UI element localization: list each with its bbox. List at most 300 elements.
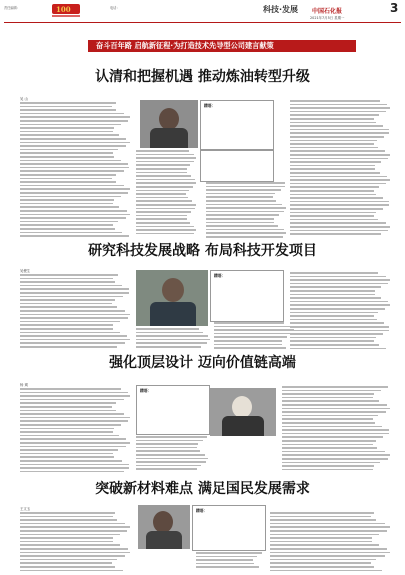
body-text-line: [20, 199, 114, 201]
body-text-line: [20, 537, 113, 539]
body-text-line: [206, 182, 285, 184]
body-text-line: [136, 204, 196, 206]
body-text-line: [290, 172, 380, 174]
body-text-line: [20, 188, 130, 190]
body-text-line: [206, 204, 282, 206]
body-text-line: [136, 154, 194, 156]
body-text-line: [20, 339, 130, 341]
body-text-line: [290, 125, 383, 127]
body-text-line: [20, 438, 126, 440]
body-text-line: [290, 301, 388, 303]
body-text-line: [290, 315, 374, 317]
body-text-line: [270, 523, 385, 525]
body-text-line: [282, 469, 373, 471]
body-text-line: [136, 328, 199, 330]
body-text-line: [136, 161, 194, 163]
body-text-line: [270, 544, 379, 546]
body-text-line: [290, 279, 390, 281]
body-text-line: [270, 555, 385, 557]
body-text-line: [206, 200, 276, 202]
body-text-line: [20, 346, 117, 348]
body-text-line: [270, 530, 387, 532]
body-text-line: [290, 330, 389, 332]
body-text-line: [20, 413, 124, 415]
body-text-line: [136, 190, 189, 192]
article-1-sidebar-b: [200, 150, 274, 182]
body-text-line: [20, 317, 128, 319]
body-text-line: [136, 222, 190, 224]
body-text-line: [290, 297, 381, 299]
body-text-line: [136, 465, 201, 467]
body-text-line: [20, 392, 128, 394]
banner: [88, 40, 356, 52]
body-text-line: [290, 212, 376, 214]
body-text-line: [20, 134, 119, 136]
body-text-line: [282, 462, 380, 464]
body-text-line: [20, 471, 124, 473]
body-text-line: [206, 189, 281, 191]
body-text-line: [290, 340, 374, 342]
body-text-line: [290, 215, 374, 217]
body-text-line: [206, 222, 274, 224]
body-text-line: [20, 328, 113, 330]
body-text-line: [290, 111, 386, 113]
article-2-author: 吴俊生: [20, 269, 31, 273]
body-text-line: [206, 211, 284, 213]
body-text-line: [20, 428, 114, 430]
body-text-line: [290, 201, 389, 203]
body-text-line: [214, 344, 282, 346]
body-text-line: [136, 168, 187, 170]
body-text-line: [290, 208, 383, 210]
body-text-line: [282, 397, 373, 399]
body-text-line: [20, 512, 115, 514]
body-text-line: [20, 178, 112, 180]
body-text-line: [136, 229, 196, 231]
body-text-line: [20, 120, 128, 122]
article-1-headline: 认清和把握机遇 推动炼油转型升级: [95, 69, 310, 85]
body-text-line: [136, 164, 190, 166]
body-text-line: [290, 286, 381, 288]
body-text-line: [20, 181, 116, 183]
body-text-line: [136, 346, 201, 348]
body-text-line: [282, 451, 385, 453]
body-text-line: [290, 179, 390, 181]
body-text-line: [282, 436, 383, 438]
body-text-line: [20, 530, 127, 532]
body-text-line: [20, 310, 125, 312]
body-text-line: [214, 336, 287, 338]
body-text-line: [20, 541, 113, 543]
body-text-line: [270, 519, 376, 521]
body-text-line: [206, 236, 283, 238]
masthead: 中国石化报: [312, 8, 343, 15]
body-text-line: [20, 548, 128, 550]
body-text-line: [136, 233, 194, 235]
sidebar-2-title: 精语：: [214, 273, 226, 278]
portrait-body: [150, 302, 196, 326]
portrait-head: [232, 396, 252, 418]
article-4-author: 王文玉: [20, 507, 31, 511]
body-text-line: [206, 193, 275, 195]
body-text-line: [290, 161, 381, 163]
banner-text: 奋斗百年路 启航新征程·为打造技术先导型公司建言献策: [96, 41, 274, 50]
body-text-line: [20, 526, 130, 528]
body-text-line: [20, 464, 129, 466]
body-text-line: [290, 190, 374, 192]
body-text-line: [20, 460, 122, 462]
body-text-line: [136, 179, 195, 181]
body-text-line: [136, 447, 197, 449]
body-text-line: [270, 526, 390, 528]
body-text-line: [206, 196, 273, 198]
body-text-line: [20, 292, 129, 294]
body-text-line: [290, 168, 375, 170]
body-text-line: [20, 131, 113, 133]
body-text-line: [206, 232, 286, 234]
header-rule: [4, 22, 401, 23]
body-text-line: [20, 274, 118, 276]
body-text-line: [20, 278, 113, 280]
article-4-headline: 突破新材料难点 满足国民发展需求: [95, 481, 310, 497]
body-text-line: [20, 388, 121, 390]
body-text-line: [206, 218, 274, 220]
body-text-line: [206, 225, 278, 227]
body-text-line: [20, 431, 113, 433]
body-text-line: [20, 214, 130, 216]
body-text-line: [136, 186, 193, 188]
body-text-line: [282, 408, 390, 410]
body-text-line: [136, 150, 189, 152]
article-2-headline: 研究科技发展战略 布局科技开发项目: [88, 243, 317, 259]
body-text-line: [20, 156, 114, 158]
body-text-line: [136, 440, 203, 442]
body-text-line: [270, 537, 372, 539]
body-text-line: [282, 426, 382, 428]
header-center-meta: 电话：: [110, 6, 120, 10]
body-text-line: [20, 221, 118, 223]
body-text-line: [290, 222, 386, 224]
body-text-line: [20, 402, 116, 404]
body-text-line: [20, 196, 121, 198]
body-text-line: [290, 230, 388, 232]
article-4-sidebar: [192, 505, 266, 551]
body-text-line: [282, 411, 386, 413]
article-3-headline: 强化顶层设计 迈向价值链高端: [109, 355, 296, 371]
body-text-line: [196, 566, 259, 568]
body-text-line: [290, 129, 389, 131]
portrait-body: [150, 128, 188, 148]
body-text-line: [290, 186, 379, 188]
body-text-line: [20, 324, 113, 326]
body-text-line: [20, 285, 122, 287]
body-text-line: [290, 154, 390, 156]
header-left-meta: 责任编辑：: [4, 6, 20, 10]
body-text-line: [20, 149, 118, 151]
body-text-line: [136, 211, 191, 213]
body-text-line: [270, 516, 371, 518]
body-text-line: [20, 516, 113, 518]
body-text-line: [20, 138, 126, 140]
body-text-line: [290, 233, 381, 235]
body-text-line: [20, 435, 119, 437]
body-text-line: [290, 322, 384, 324]
body-text-line: [20, 116, 130, 118]
body-text-line: [136, 450, 200, 452]
body-text-line: [136, 193, 186, 195]
body-text-line: [20, 534, 120, 536]
body-text-line: [290, 337, 376, 339]
body-text-line: [290, 276, 386, 278]
body-text-line: [20, 145, 126, 147]
centenary-logo: [52, 4, 80, 19]
body-text-line: [20, 399, 124, 401]
sidebar-4-title: 精语：: [196, 508, 208, 513]
body-text-line: [20, 523, 125, 525]
body-text-line: [136, 436, 207, 438]
body-text-line: [20, 303, 112, 305]
body-text-line: [20, 555, 125, 557]
body-text-line: [20, 332, 120, 334]
body-text-line: [290, 272, 378, 274]
body-text-line: [20, 106, 112, 108]
body-text-line: [20, 296, 123, 298]
body-text-line: [20, 163, 128, 165]
body-text-line: [290, 122, 376, 124]
body-text-line: [20, 185, 124, 187]
body-text-line: [206, 186, 285, 188]
body-text-line: [282, 440, 376, 442]
article-2-photo: [136, 270, 208, 326]
body-text-line: [20, 420, 128, 422]
body-text-line: [282, 454, 390, 456]
body-text-line: [20, 160, 121, 162]
body-text-line: [136, 468, 197, 470]
body-text-line: [20, 210, 127, 212]
body-text-line: [20, 167, 129, 169]
body-text-line: [282, 433, 389, 435]
body-text-line: [270, 548, 387, 550]
body-text-line: [214, 347, 286, 349]
article-3-photo: [210, 388, 276, 436]
body-text-line: [270, 534, 379, 536]
body-text-line: [282, 415, 378, 417]
article-4-photo: [138, 505, 190, 549]
sidebar-1-title: 精语：: [204, 103, 216, 108]
body-text-line: [196, 563, 254, 565]
body-text-line: [20, 570, 123, 572]
article-2-sidebar: [210, 270, 284, 322]
body-text-line: [290, 204, 389, 206]
body-text-line: [20, 228, 115, 230]
body-text-line: [20, 314, 130, 316]
body-text-line: [290, 226, 390, 228]
body-text-line: [20, 127, 114, 129]
body-text-line: [290, 290, 375, 292]
body-text-line: [20, 113, 124, 115]
article-3-sidebar: [136, 385, 210, 435]
article-1-photo: [140, 100, 198, 148]
body-text-line: [20, 562, 112, 564]
body-text-line: [214, 333, 293, 335]
body-text-line: [136, 332, 203, 334]
body-text-line: [20, 235, 129, 237]
body-text-line: [20, 203, 113, 205]
body-text-line: [282, 386, 388, 388]
body-text-line: [20, 192, 128, 194]
body-text-line: [136, 342, 207, 344]
body-text-line: [282, 444, 373, 446]
logo-number: 100: [56, 5, 71, 14]
body-text-line: [270, 512, 374, 514]
body-text-line: [136, 175, 191, 177]
body-text-line: [214, 322, 284, 324]
body-text-line: [20, 109, 116, 111]
body-text-line: [206, 214, 279, 216]
body-text-line: [290, 114, 379, 116]
body-text-line: [282, 404, 387, 406]
body-text-line: [282, 418, 373, 420]
body-text-line: [136, 454, 205, 456]
body-text-line: [136, 218, 187, 220]
body-text-line: [282, 447, 377, 449]
page-header: [0, 0, 405, 32]
body-text-line: [20, 519, 117, 521]
portrait-body: [146, 531, 182, 549]
body-text-line: [290, 140, 377, 142]
body-text-line: [290, 100, 380, 102]
body-text-line: [20, 544, 120, 546]
body-text-line: [20, 456, 114, 458]
body-text-line: [20, 406, 112, 408]
body-text-line: [136, 458, 208, 460]
body-text-line: [290, 150, 385, 152]
body-text-line: [20, 559, 117, 561]
body-text-line: [20, 453, 113, 455]
body-text-line: [20, 449, 118, 451]
body-text-line: [20, 288, 129, 290]
body-text-line: [290, 219, 378, 221]
body-text-line: [290, 283, 388, 285]
body-text-line: [20, 442, 130, 444]
body-text-line: [290, 344, 379, 346]
body-text-line: [290, 348, 386, 350]
section-name: 科技·发展: [263, 5, 299, 14]
body-text-line: [290, 312, 378, 314]
portrait-head: [159, 108, 179, 130]
body-text-line: [20, 467, 129, 469]
body-text-line: [290, 319, 377, 321]
body-text-line: [136, 226, 194, 228]
body-text-line: [20, 299, 115, 301]
body-text-line: [196, 552, 262, 554]
body-text-line: [290, 118, 374, 120]
body-text-line: [136, 443, 198, 445]
body-text-line: [290, 165, 375, 167]
body-text-line: [20, 424, 121, 426]
body-text-line: [20, 335, 127, 337]
portrait-head: [153, 511, 173, 533]
article-1-sidebar: [200, 100, 274, 150]
body-text-line: [196, 556, 257, 558]
article-3-author: 杨 瑛: [20, 383, 28, 387]
body-text-line: [282, 465, 374, 467]
body-text-line: [290, 147, 378, 149]
body-text-line: [214, 340, 282, 342]
body-text-line: [136, 339, 210, 341]
body-text-line: [136, 197, 188, 199]
body-text-line: [290, 197, 383, 199]
body-text-line: [282, 422, 375, 424]
body-text-line: [20, 174, 116, 176]
body-text-line: [136, 335, 208, 337]
body-text-line: [136, 200, 192, 202]
body-text-line: [136, 182, 196, 184]
body-text-line: [136, 208, 195, 210]
portrait-body: [222, 416, 264, 436]
body-text-line: [282, 429, 389, 431]
sidebar-3-title: 精语：: [140, 388, 152, 393]
body-text-line: [20, 321, 120, 323]
body-text-line: [282, 458, 388, 460]
body-text-line: [20, 417, 130, 419]
body-text-line: [270, 559, 376, 561]
article-1-author: 吴 山: [20, 97, 28, 101]
body-text-line: [136, 215, 187, 217]
body-text-line: [20, 395, 130, 397]
body-text-line: [270, 562, 371, 564]
body-text-line: [214, 326, 290, 328]
body-text-line: [20, 102, 116, 104]
body-text-line: [20, 124, 121, 126]
portrait-head: [162, 278, 184, 302]
page-number: 3: [390, 1, 399, 15]
logo-subtext: [52, 15, 80, 17]
body-text-line: [270, 570, 382, 572]
body-text-line: [290, 136, 384, 138]
body-text-line: [290, 132, 389, 134]
body-text-line: [20, 152, 113, 154]
body-text-line: [20, 342, 125, 344]
body-text-line: [290, 176, 387, 178]
body-text-line: [290, 308, 385, 310]
body-text-line: [214, 329, 294, 331]
body-text-line: [20, 232, 122, 234]
body-text-line: [20, 281, 115, 283]
body-text-line: [206, 207, 286, 209]
body-text-line: [290, 104, 387, 106]
body-text-line: [136, 157, 196, 159]
body-text-line: [282, 393, 374, 395]
body-text-line: [196, 559, 253, 561]
body-text-line: [20, 446, 126, 448]
body-text-line: [20, 224, 113, 226]
body-text-line: [290, 194, 376, 196]
body-text-line: [270, 541, 372, 543]
body-text-line: [20, 217, 126, 219]
body-text-line: [20, 306, 117, 308]
body-text-line: [290, 158, 388, 160]
body-text-line: [290, 304, 390, 306]
body-text-line: [290, 107, 390, 109]
body-text-line: [282, 390, 381, 392]
body-text-line: [20, 206, 119, 208]
body-text-line: [136, 461, 206, 463]
body-text-line: [290, 143, 374, 145]
body-text-line: [206, 229, 284, 231]
body-text-line: [20, 142, 130, 144]
body-text-line: [20, 410, 116, 412]
